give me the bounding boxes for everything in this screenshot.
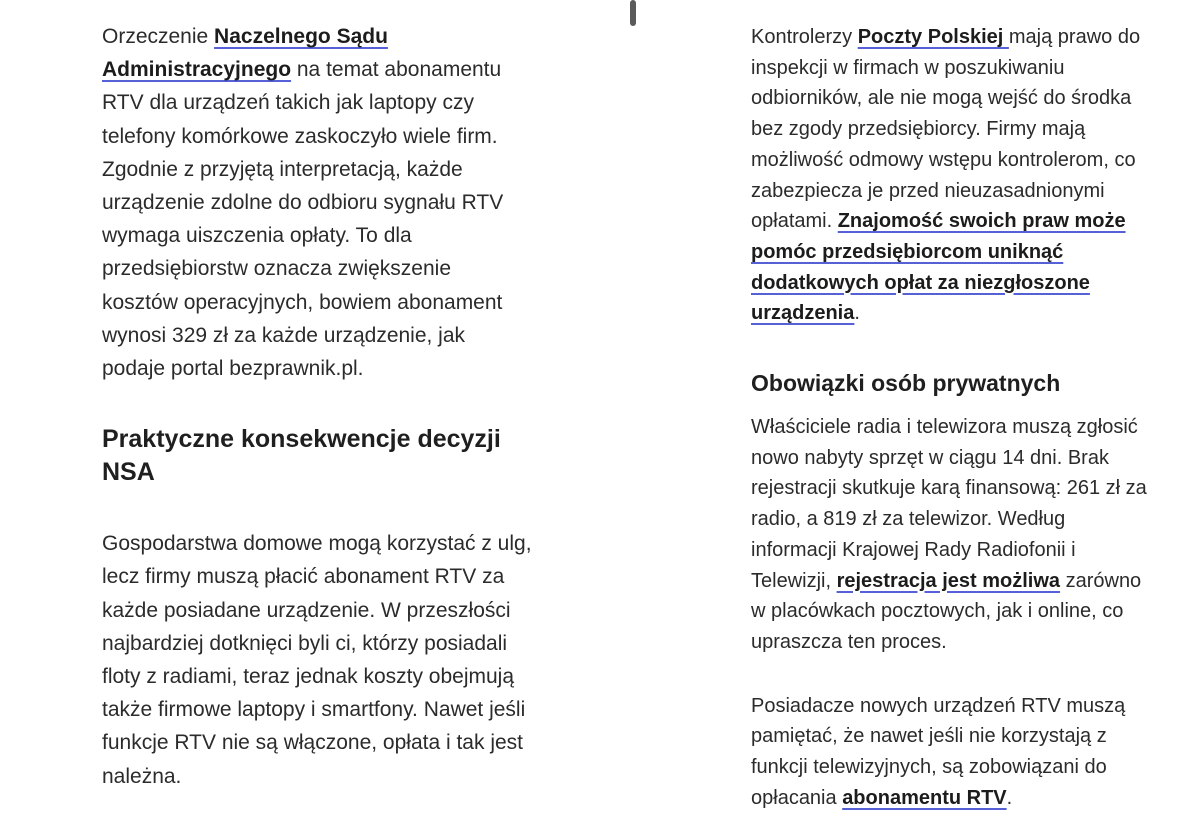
link-poczta-polska[interactable]: Poczty Polskiej	[857, 26, 1009, 48]
paragraph-kontrolerzy: Kontrolerzy Poczty Polskiej mają prawo do inspekcji w firmach w poszukiwaniu odbiorników, ale nie mogą wejść do środka bez zgody przedsiębiorcy. Firmy mają możliwość odmowy wstępu kontrolerom, co zabezpiecza je przed nieuzasadnionymi opłatami. Znajomość swoich praw może pomóc przedsiębiorcom uniknąć dodatkowych opłat za niezgłoszone urządzenia.	[751, 26, 1141, 325]
link-abonament-rtv[interactable]: abonamentu RTV	[842, 786, 1007, 809]
article-column-right	[751, 22, 1151, 813]
article-column-left	[102, 20, 532, 793]
link-rejestracja[interactable]: rejestracja jest możliwa	[836, 569, 1061, 592]
paragraph-gospodarstwa-domowe: Gospodarstwa domowe mogą korzystać z ulg, lecz firmy muszą płacić abonament RTV za każde posiadane urządzenie. W przeszłości najbardziej dotknięci byli ci, którzy posiadali floty z radiami, teraz jednak koszty obejmują także firmowe laptopy i smartfony. Nawet jeśli funkcje RTV nie są włączone, opłata i tak jest należna.	[102, 532, 532, 788]
paragraph-wlasciciele: Właściciele radia i telewizora muszą zgłosić nowo nabyty sprzęt w ciągu 14 dni. Brak rejestracji skutkuje karą finansową: 261 zł za radio, a 819 zł za telewizor. Według informacji Krajowej Rady Radiofonii i Telewizji, rejestracja jest możliwa zarówno w placówkach pocztowych, jak i online, co upraszcza ten proces.	[751, 416, 1147, 653]
paragraph-nsa-ruling: Orzeczenie Naczelnego Sądu Administracyjnego na temat abonamentu RTV dla urządzeń takich jak laptopy czy telefony komórkowe zaskoczyło wiele firm. Zgodnie z przyjętą interpretacją, każde urządzenie zdolne do odbioru sygnału RTV wymaga uiszczenia opłaty. To dla przedsiębiorstw oznacza zwiększenie kosztów operacyjnych, bowiem abonament wynosi 329 zł za każde urządzenie, jak podaje portal bezprawnik.pl.	[102, 25, 504, 381]
link-naczelny-sad-administracyjny[interactable]: Naczelnego Sądu Administracyjnego	[102, 25, 388, 82]
section-heading-obowiazki: Obowiązki osób prywatnych	[751, 370, 1061, 397]
paragraph-posiadacze: Posiadacze nowych urządzeń RTV muszą pamiętać, że nawet jeśli nie korzystają z funkcji telewizyjnych, są zobowiązani do opłacania abonamentu RTV.	[751, 694, 1126, 809]
link-znajomosc-praw[interactable]: Znajomość swoich praw może pomóc przedsiębiorcom uniknąć dodatkowych opłat za niezgłoszone urządzenia	[751, 210, 1126, 325]
section-heading-praktyczne-konsekwencje: Praktyczne konsekwencje decyzji NSA	[102, 425, 501, 487]
scrollbar-handle[interactable]	[630, 0, 636, 26]
